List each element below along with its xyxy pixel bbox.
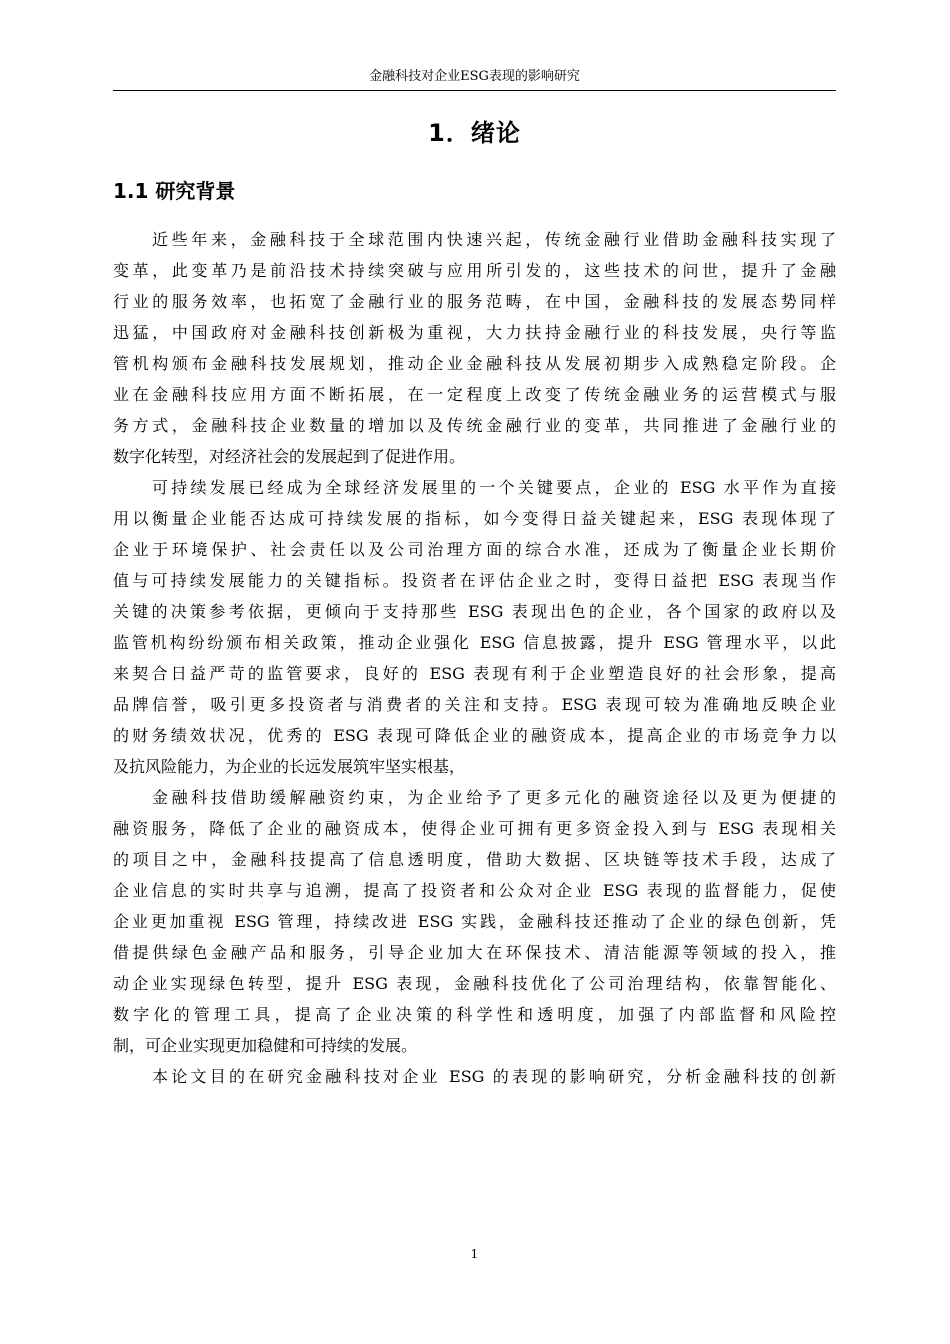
paragraph-line: 融资服务，降低了企业的融资成本，使得企业可拥有更多资金投入到与 ESG 表现相关	[113, 819, 836, 838]
header-rule	[113, 90, 836, 91]
section-heading: 1.1 研究背景	[113, 179, 236, 203]
paragraph-line: 借提供绿色金融产品和服务，引导企业加大在环保技术、清洁能源等领域的投入，推	[113, 943, 836, 962]
paragraph-line: 金融科技借助缓解融资约束，为企业给予了更多元化的融资途径以及更为便捷的	[152, 788, 836, 807]
paragraph-line: 数字化转型，对经济社会的发展起到了促进作用。	[113, 447, 466, 466]
running-header: 金融科技对企业ESG表现的影响研究	[369, 69, 580, 84]
paragraph-line: 变革，此变革乃是前沿技术持续突破与应用所引发的，这些技术的问世，提升了金融	[113, 261, 836, 280]
paragraph-line: 品牌信誉，吸引更多投资者与消费者的关注和支持。ESG 表现可较为准确地反映企业	[113, 695, 836, 714]
paragraph-line: 近些年来，金融科技于全球范围内快速兴起，传统金融行业借助金融科技实现了	[152, 230, 836, 249]
paragraph-line: 关键的决策参考依据，更倾向于支持那些 ESG 表现出色的企业，各个国家的政府以及	[113, 602, 836, 621]
paragraph-line: 企业信息的实时共享与追溯，提高了投资者和公众对企业 ESG 表现的监督能力，促使	[113, 881, 836, 900]
paragraph-line: 的财务绩效状况，优秀的 ESG 表现可降低企业的融资成本，提高企业的市场竞争力以	[113, 726, 836, 745]
chapter-title: 1．绪论	[428, 119, 521, 147]
paragraph-line: 监管机构纷纷颁布相关政策，推动企业强化 ESG 信息披露，提升 ESG 管理水平，以此	[113, 633, 836, 652]
page-number: 1	[470, 1247, 479, 1261]
paragraph-line: 企业于环境保护、社会责任以及公司治理方面的综合水准，还成为了衡量企业长期价	[113, 540, 836, 559]
paragraph-line: 数字化的管理工具，提高了企业决策的科学性和透明度，加强了内部监督和风险控	[113, 1005, 836, 1024]
paragraph-line: 可持续发展已经成为全球经济发展里的一个关键要点，企业的 ESG 水平作为直接	[152, 478, 836, 497]
paragraph-line: 企业更加重视 ESG 管理，持续改进 ESG 实践，金融科技还推动了企业的绿色创新，凭	[113, 912, 836, 931]
paragraph-line: 行业的服务效率，也拓宽了金融行业的服务范畴，在中国，金融科技的发展态势同样	[113, 292, 836, 311]
paragraph-line: 及抗风险能力，为企业的长远发展筑牢坚实根基，	[113, 757, 466, 776]
paragraph-line: 值与可持续发展能力的关键指标。投资者在评估企业之时，变得日益把 ESG 表现当作	[113, 571, 836, 590]
body-text	[113, 224, 836, 1092]
paragraph-line: 本论文目的在研究金融科技对企业 ESG 的表现的影响研究，分析金融科技的创新	[152, 1067, 836, 1086]
paragraph-line: 来契合日益严苛的监管要求，良好的 ESG 表现有利于企业塑造良好的社会形象，提高	[113, 664, 836, 683]
paragraph-line: 制，可企业实现更加稳健和可持续的发展。	[113, 1036, 418, 1055]
paragraph-line: 务方式，金融科技企业数量的增加以及传统金融行业的变革，共同推进了金融行业的	[113, 416, 836, 435]
paragraph-line: 用以衡量企业能否达成可持续发展的指标，如今变得日益关键起来，ESG 表现体现了	[113, 509, 836, 528]
paragraph-line: 迅猛，中国政府对金融科技创新极为重视，大力扶持金融行业的科技发展，央行等监	[113, 323, 836, 342]
paragraph-line: 业在金融科技应用方面不断拓展，在一定程度上改变了传统金融业务的运营模式与服	[113, 385, 836, 404]
paragraph-line: 的项目之中，金融科技提高了信息透明度，借助大数据、区块链等技术手段，达成了	[113, 850, 836, 869]
paragraph-line: 动企业实现绿色转型，提升 ESG 表现，金融科技优化了公司治理结构，依靠智能化、	[113, 974, 836, 993]
paragraph-line: 管机构颁布金融科技发展规划，推动企业金融科技从发展初期步入成熟稳定阶段。企	[113, 354, 836, 373]
